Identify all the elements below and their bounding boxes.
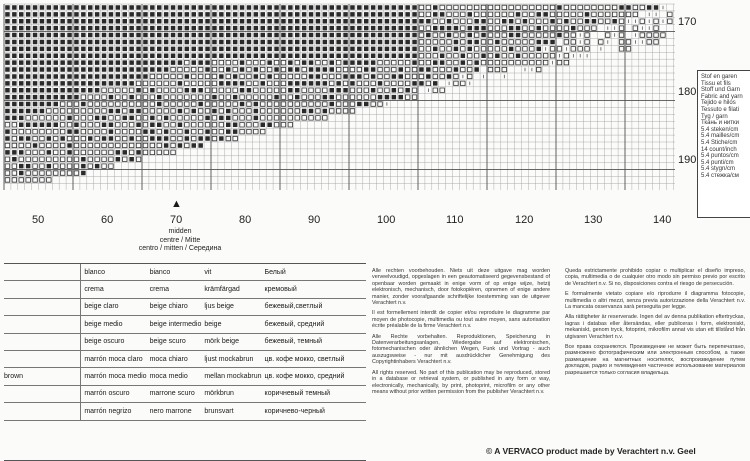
legend-row <box>4 298 366 315</box>
legend-cell <box>4 333 81 350</box>
column-number-70: 70 <box>170 214 183 226</box>
column-number-130: 130 <box>584 214 603 226</box>
column-number-100: 100 <box>377 214 396 226</box>
legend-cell: mellan mockabrun <box>201 368 261 385</box>
legend-cell: marrón moca medio <box>81 368 147 385</box>
legend-row <box>4 350 366 367</box>
legend-cell: бежевый, средний <box>262 316 366 333</box>
column-number-90: 90 <box>308 214 321 226</box>
center-arrow-icon: ▲ <box>171 198 182 210</box>
fabric-info-line: 14 count/inch <box>701 146 737 153</box>
copyright-paragraph: Il est formellement interdit de copier et/ou reproduire le diagramme par moyen de photocopie, multimedia ou tout autre moyen, sans autorisation écrite préalable de la firme Verachtert n.v. <box>372 310 550 330</box>
legend-cell: brunsvart <box>201 403 261 420</box>
legend-row <box>4 281 366 298</box>
legend-cell <box>4 403 81 420</box>
copyright-paragraph: Alla rättigheter är reserverade. Ingen del av denna publikation eftertryckas, lagras i databas eller återsändas, eller publiceras i form, elektroniskt, mekaniskt, genom tryck, fotoprint, mikrofilm annat vis utan ett tillstånd från utgivaren Verachtert n.v. <box>565 314 745 340</box>
legend-row <box>4 264 366 281</box>
legend-cell: vit <box>201 264 261 281</box>
legend-cell: crema <box>81 281 147 298</box>
legend-cell: mörk beige <box>201 333 261 350</box>
legend-row <box>4 368 366 385</box>
legend-cell: nero marrone <box>147 403 202 420</box>
publisher-credit: © A VERVACO product made by Verachtert n.v. Geel <box>486 446 696 456</box>
chart-grid <box>4 4 675 190</box>
color-legend <box>4 263 366 461</box>
center-label-line: centro / mitten / Середина <box>138 245 222 252</box>
legend-cell: beige claro <box>81 298 147 315</box>
legend-cell: beige intermedio <box>147 316 202 333</box>
color-legend-table <box>4 264 366 421</box>
legend-cell: коричневый темный <box>262 385 366 402</box>
legend-cell: бежевый, темный <box>262 333 366 350</box>
fabric-info-line: 5.4 mailles/cm <box>701 133 740 140</box>
copyright-paragraph: All rights reserved. No part of this publication may be reproduced, stored in a database or retrieval system, or published in any form or way, electronically, mechanically, by print, photoprint, microfilm or any other means without prior written permission from the publisher Verachtert n.v. <box>372 369 550 395</box>
legend-cell <box>4 281 81 298</box>
fabric-info-line: 5.4 стежка/см <box>701 172 739 179</box>
column-number-120: 120 <box>515 214 534 226</box>
fabric-info-line: Tissu et fils <box>701 80 731 87</box>
center-label <box>125 228 235 254</box>
fabric-info-line: Tessuto e filati <box>701 106 740 113</box>
legend-cell: beige <box>201 316 261 333</box>
copyright-paragraph: Queda estrictamente prohibido copiar o multiplicar el diseño impreso, copia, multimedia o de cualquier otro modo sin permiso previo por escrito de Verachtert n.v. Si no, disposiciones contra el riesgo de persecución. <box>565 268 745 287</box>
copyright-paragraph: Alle Rechte vorbehalten. Reproduktionen, Speicherung in Datenverarbeitungsanlagen, Wiedergabe auf elektronischen, fotomechanischen oder ähnlichen Wegen, Funk und Vortrag - auch auszugsweise - nur mit ausdrücklicher Genehmigung des Copyrightinhabers Verachtert n.v. <box>372 333 550 366</box>
fabric-info-line: Stoff und Garn <box>701 87 740 94</box>
fabric-info-line: Fabric and yarn <box>701 93 743 100</box>
legend-cell: crema <box>147 281 202 298</box>
row-number-180: 180 <box>678 86 697 98</box>
legend-cell: бежевый,светлый <box>262 298 366 315</box>
fabric-info-line: Tejido e hilos <box>701 100 736 107</box>
fabric-info-line: Ткань и нитки <box>701 120 740 127</box>
fabric-info-line: Stof en garen <box>701 74 738 80</box>
legend-cell: marrón oscuro <box>81 385 147 402</box>
center-label-line: centre / Mitte <box>159 236 201 244</box>
legend-cell: marrón moca claro <box>81 350 147 367</box>
fabric-info-line: 5.4 steken/cm <box>701 126 739 133</box>
legend-row <box>4 385 366 402</box>
legend-cell <box>4 350 81 367</box>
legend-cell <box>4 385 81 402</box>
fabric-info-line: 5.4 Stiche/cm <box>701 139 738 146</box>
legend-row <box>4 403 366 420</box>
copyright-paragraph: Все права сохраняются. Произведение не может быть перепечатано, размножено фотографическим или электронным способом, а также размещение на магнитных носителях, воспроизведение путем докладов, радио и телевидения частичное использование материалов разрешается только согласия владельца. <box>565 344 745 376</box>
legend-cell: moca chiaro <box>147 350 202 367</box>
column-number-60: 60 <box>101 214 114 226</box>
row-number-190: 190 <box>678 154 697 166</box>
legend-cell: Белый <box>262 264 366 281</box>
fabric-info-line: 5.4 punti/cm <box>701 159 734 166</box>
legend-cell <box>4 264 81 281</box>
legend-cell <box>4 316 81 333</box>
grid-ten-lines <box>4 4 675 190</box>
fabric-info-line: Tyg / garn <box>701 113 728 120</box>
legend-cell: moca medio <box>147 368 202 385</box>
legend-cell: bianco <box>147 264 202 281</box>
column-number-50: 50 <box>32 214 45 226</box>
legend-row <box>4 333 366 350</box>
legend-cell: ljust mockabrun <box>201 350 261 367</box>
fabric-info-panel <box>697 70 750 218</box>
legend-cell <box>4 298 81 315</box>
legend-cell: кремовый <box>262 281 366 298</box>
legend-cell: blanco <box>81 264 147 281</box>
copyright-notice-left <box>372 268 550 444</box>
copyright-notice-right <box>565 268 745 444</box>
copyright-paragraph: E formalmente vietato copiare e/o riprodurre il diagramma fotocopie, multimedia o altri mezzi, senza previa autorizzazione della Verachtert n.v. La mancata osservanza sarà perseguita per legge. <box>565 291 745 311</box>
legend-row <box>4 316 366 333</box>
fabric-info-line: 5.4 puntos/cm <box>701 153 739 160</box>
legend-cell: цв. кофе мокко, средний <box>262 368 366 385</box>
legend-cell: цв. кофе мокко, светлый <box>262 350 366 367</box>
copyright-paragraph: Alle rechten voorbehouden. Niets uit deze uitgave mag worden verveelvoudigd, opgeslagen in een geautomatiseerd gegevensbestand of openbaar worden gemaakt in enige vorm of op enige wijze, hetzij elektronisch, mechanisch, door fotokopiëren, opnemen of enige andere manier, zonder voorafgaande schriftelijke toestemming van de uitgever Verachtert n.v. <box>372 268 550 307</box>
legend-cell: beige oscuro <box>81 333 147 350</box>
center-label-line: midden <box>168 228 192 235</box>
legend-cell: mörkbrun <box>201 385 261 402</box>
legend-cell: beige scuro <box>147 333 202 350</box>
legend-cell: krämfärgad <box>201 281 261 298</box>
column-number-110: 110 <box>446 214 464 226</box>
legend-cell: коричнево-черный <box>262 403 366 420</box>
column-number-140: 140 <box>653 214 672 226</box>
row-number-170: 170 <box>678 16 697 28</box>
legend-cell: beige medio <box>81 316 147 333</box>
fabric-info-line: 5.4 stygn/cm <box>701 166 736 173</box>
column-number-80: 80 <box>239 214 252 226</box>
legend-cell: marrón negrizo <box>81 403 147 420</box>
legend-cell: brown <box>4 368 81 385</box>
legend-cell: beige chiaro <box>147 298 202 315</box>
legend-cell: ljus beige <box>201 298 261 315</box>
legend-cell: marrone scuro <box>147 385 202 402</box>
